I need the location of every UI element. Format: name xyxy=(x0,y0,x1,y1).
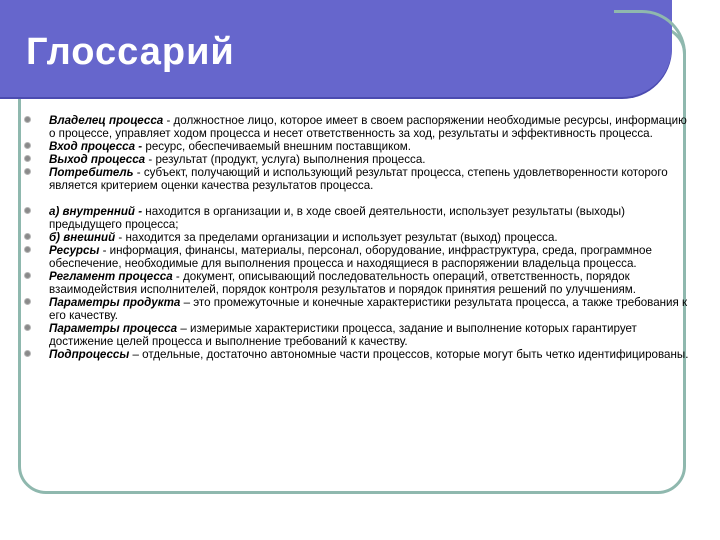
glossary-list xyxy=(24,114,690,361)
term: Потребитель xyxy=(49,166,134,179)
bullet-icon xyxy=(25,143,30,148)
description: – это промежуточные и конечные характеристики результата процесса, а также требования к его качеству. xyxy=(49,296,688,322)
description: - информация, финансы, материалы, персонал, оборудование, инфраструктура, среда, программное обеспечение, необходимые для выполнения процесса и находящиеся в распоряжении владельца процесса. xyxy=(49,244,652,270)
bullet-icon xyxy=(25,247,30,252)
list-item-resources xyxy=(24,244,690,270)
term: Регламент процесса xyxy=(49,270,173,283)
term: Параметры процесса xyxy=(49,322,178,335)
list-item-process-output xyxy=(24,153,690,166)
bullet-icon xyxy=(25,234,30,239)
term: Подпроцессы xyxy=(49,348,130,361)
bullet-icon xyxy=(25,351,30,356)
bullet-icon xyxy=(25,156,30,161)
term: Параметры продукта xyxy=(49,296,181,309)
bullet-icon xyxy=(25,299,30,304)
list-item-product-parameters xyxy=(24,296,690,322)
description: - результат (продукт, услуга) выполнения процесса. xyxy=(145,153,426,166)
term: Владелец процесса xyxy=(49,114,164,127)
term: а) внутренний - xyxy=(49,205,143,218)
list-item-process-regulation xyxy=(24,270,690,296)
bullet-icon xyxy=(25,325,30,330)
list-item-internal-consumer xyxy=(24,205,690,231)
list-item-process-owner xyxy=(24,114,690,140)
list-item-process-parameters xyxy=(24,322,690,348)
bullet-icon xyxy=(25,208,30,213)
term: Выход процесса xyxy=(49,153,146,166)
page-title: Глоссарий xyxy=(26,31,235,73)
description: - документ, описывающий последовательность операций, ответственность, порядок взаимодействия исполнителей, порядок контроля результатов и порядок принятия решений по улучшениям. xyxy=(49,270,636,296)
description: – измеримые характеристики процесса, задание и выполнение которых гарантирует достижение целей процесса и выполнение требований к качеству. xyxy=(49,322,637,348)
bullet-icon xyxy=(25,169,30,174)
list-item-process-input xyxy=(24,140,690,153)
bullet-icon xyxy=(25,117,30,122)
list-item-consumer xyxy=(24,166,690,192)
list-item-subprocesses xyxy=(24,348,690,361)
bullet-icon xyxy=(25,273,30,278)
term: Ресурсы xyxy=(49,244,100,257)
description: - находится за пределами организации и использует результат (выход) процесса. xyxy=(115,231,558,244)
description: – отдельные, достаточно автономные части процессов, которые могут быть четко идентифицированы. xyxy=(129,348,689,361)
description: находится в организации и, в ходе своей деятельности, использует результаты (выходы) предыдущего процесса; xyxy=(49,205,625,231)
term: Вход процесса - xyxy=(49,140,143,153)
description: - должностное лицо, которое имеет в своем распоряжении необходимые ресурсы, информацию о процессе, управляет ходом процесса и несет ответственность за ход, результаты и эффективность процесса. xyxy=(49,114,687,140)
description: - субъект, получающий и использующий результат процесса, степень удовлетворенности которого является критерием оценки качества результатов процесса. xyxy=(49,166,668,192)
list-item-external-consumer xyxy=(24,231,690,244)
description: ресурс, обеспечиваемый внешним поставщиком. xyxy=(142,140,411,153)
term: б) внешний xyxy=(49,231,116,244)
